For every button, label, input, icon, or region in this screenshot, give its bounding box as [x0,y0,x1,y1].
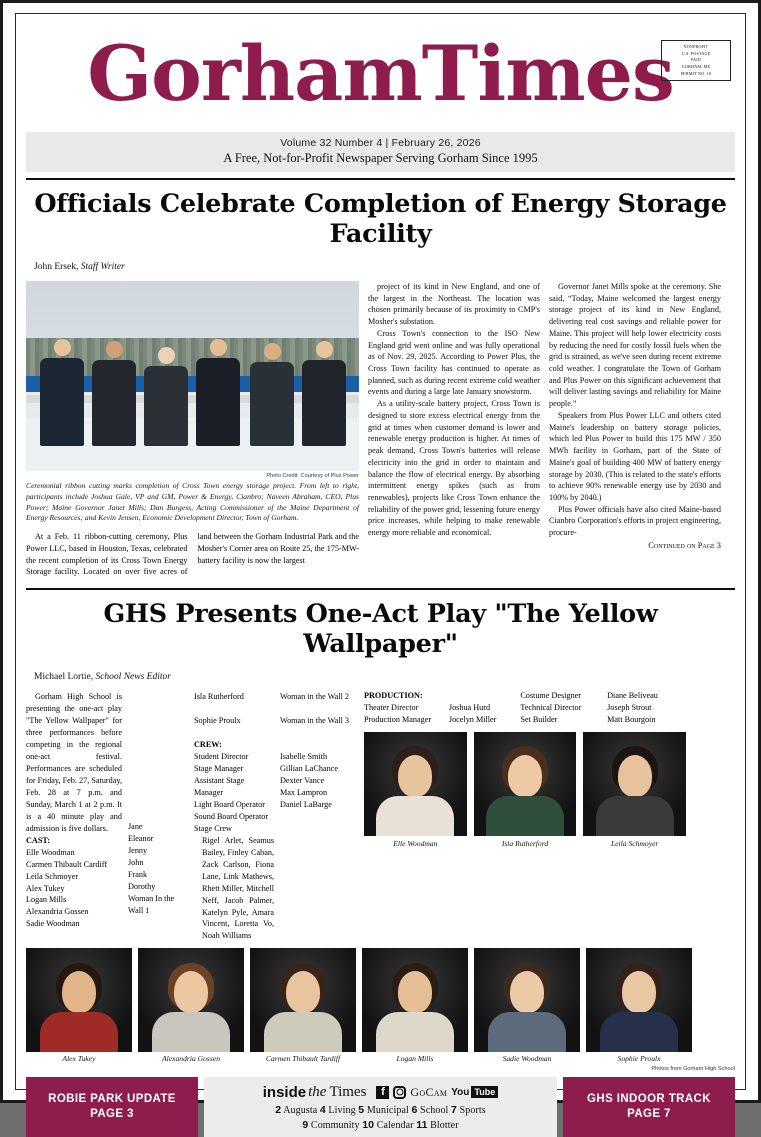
cast-column-roles [128,691,188,942]
index-num: 4 [319,1103,326,1116]
crew-job-4: Sound Board Operator [194,811,269,821]
cast-role-8: Woman in the Wall 3 [280,715,350,725]
portrait-photo [583,732,686,836]
masthead-title-gorham: Gorham [87,29,422,118]
permit-line-2: U.S. POSTAGE [681,50,711,56]
crew-person-4: Daniel LaBarge [280,799,332,809]
portraits-photo-credit: Photos from Gorham High School [651,1066,735,1073]
production-person-3: Joseph Strout [607,702,652,712]
index-the-word: the [308,1083,327,1100]
cast-column-names-2 [194,691,274,942]
article1-c2-p2: Cross Town's connection to the ISO New England grid went online and was fully operational as of Nov. 29, 2025. According to Power Plus, the Cross Town facility has continued to operate as planned, such as during recent extreme cold weather events and during a large late January snowstorm. [368,328,540,397]
portrait-caption: Carmen Thibault Tardiff [265,1054,341,1064]
production-job-2: Costume Designer [520,691,582,700]
permit-line-4: GORHAM, ME [681,63,711,69]
promo-robie-park[interactable] [26,1077,198,1137]
promo-ghs-indoor-track[interactable] [563,1077,735,1137]
index-row-1 [275,1104,486,1116]
portrait-row-2 [26,948,735,1063]
portrait-photo [474,948,580,1052]
promo-left-line1: ROBIE PARK UPDATE [48,1092,176,1105]
article1-column-3 [549,281,721,578]
production-job-3: Technical Director [520,702,582,712]
index-times-word: Times [329,1083,367,1100]
portrait-caption: Sophie Proulx [617,1054,661,1064]
article1-byline [34,262,735,272]
portrait-caption: Leila Schmoyer [610,838,659,848]
article2-production [364,690,686,942]
article1-lede [26,531,359,578]
permit-line-5: PERMIT NO. 10 [680,70,712,76]
instagram-icon[interactable] [393,1086,406,1099]
cast-role-3: John [128,857,144,867]
gocam-logo[interactable]: GoCam [410,1084,448,1099]
article1-c2-p3: As a utility-scale battery project, Cross Town is designed to store excess electrical energy from the grid at times when customer demand is lower and renewable energy production is higher. At times of peak demand, Cross Town's batteries will release electricity into the grid in order to maintain and balance the flow of electrical energy. By absorbing intermittent energy spikes (such as from renewables), projects like Cross Town enhance the reliability of the power grid, lessening future energy price increases, while helping to make renewable energy more reliable and economical. [368,399,540,538]
stage-crew-members: Rigel Arlet, Seamus Bailey, Finley Caban, Zack Carlson, Fiona Lane, Link Mathews, Rhett Miller, Mitchell Neff, Jacob Palmer, Katelyn Pyle, Amara Vincent, Loretta Vo, Noah Williams [202,835,274,941]
article1-headline: Officials Celebrate Completion of Energy Storage Facility [34,189,727,249]
production-job-1: Production Manager [364,714,432,724]
article1-c3-p3: Plus Power officials have also cited Maine-based Cianbro Corporation's efforts in project engineering, procure- [549,504,721,538]
cast-actor-3: Alex Tukey [26,883,65,893]
index-label[interactable]: Augusta [283,1104,318,1116]
index-num: 5 [358,1103,365,1116]
facebook-icon[interactable]: f [376,1086,389,1099]
crew-job-1: Stage Manager [194,763,244,773]
promo-left-line2: PAGE 3 [90,1108,134,1121]
cast-actor-6: Sadie Woodman [26,919,80,929]
crew-person-1: Gillian LaChance [280,763,338,773]
portrait-cell [474,948,580,1063]
index-header [263,1084,499,1101]
crew-label: CREW: [194,739,222,749]
production-person-1: Jocelyn Miller [448,714,497,724]
portrait-caption: Isla Rutherford [501,838,549,848]
production-person-0: Joshua Hurd [448,703,491,712]
portrait-row-1 [364,732,686,849]
masthead-rule [26,178,735,180]
portrait-photo [26,948,132,1052]
index-inside-word: inside [262,1083,307,1101]
social-icons [376,1085,498,1100]
article1-byline-role: Staff Writer [80,262,125,272]
article2-intro: Gorham High School is presenting the one-act play "The Yellow Wallpaper" for three performances before competing in the regional one-act festival. Performances are scheduled for Friday, Feb. 27, Saturday, Feb. 28 at 7 p.m. and Sunday, March 1 at 2 p.m. It is a 40 minute play and admission is five dollars. [26,692,122,833]
index-label[interactable]: Calendar [376,1119,414,1131]
production-label: PRODUCTION: [364,691,423,700]
youtube-icon[interactable] [451,1086,498,1098]
index-row-2 [302,1119,458,1131]
index-label[interactable]: Living [328,1104,356,1116]
crew-person-0: Isabelle Smith [280,751,328,761]
article1-body [26,281,735,578]
production-job-0: Theater Director [364,702,419,712]
portrait-photo [364,732,467,836]
inside-the-times-index [204,1077,557,1137]
index-num: 2 [275,1103,282,1116]
article1-c3-p1: Governor Janet Mills spoke at the ceremony. She said, “Today, Maine welcomed the largest energy storage project of its kind in New England, delivering real cost savings and reliable power for Maine. This project will help lower electricity costs by reducing the need for costly fossil fuels when the grid is strained, as we've seen during recent extreme cold weather. I congratulate the Town of Gorham and Plus Power on this significant achievement that will deliver lasting savings and reliability for Maine people.” [549,282,721,409]
page-frame [15,13,746,1131]
portrait-caption: Logan Mills [396,1054,434,1064]
cast-role-0: Jane [128,822,143,831]
masthead-title-times: Times [421,29,674,118]
cast-column-names [26,691,122,942]
volume-line: Volume 32 Number 4 | February 26, 2026 [280,137,481,149]
cast-actor-8: Sophie Proulx [194,715,241,725]
portrait-cell [26,948,132,1063]
index-num: 11 [416,1118,428,1131]
youtube-text: You [451,1086,470,1098]
portrait-cell [138,948,244,1063]
article2-byline-name: Michael Lortie, [34,672,94,682]
portrait-cell [364,732,467,849]
footer-bar [26,1077,735,1137]
article1-c2-p1: project of its kind in New England, and one of the largest in the Northeast. The location was chosen primarily because of its proximity to CMP's Mosher's substation. [368,282,540,327]
portrait-caption: Alex Tukey [62,1054,96,1064]
index-label[interactable]: Municipal [366,1104,409,1116]
cast-role-4: Frank [128,869,148,879]
masthead [26,22,735,130]
masthead-title [26,22,735,118]
article1-photo-column [26,281,359,578]
article1-c3-p2: Speakers from Plus Power LLC and others cited Maine's leadership on battery storage policies, which led Plus Power to build this 175 MW / 350 MWh facility in Gorham, part of the State of Maine's goal of building 400 MW of battery energy storage by 2030. (This is related to the state's efforts to achieve 90% renewable energy use by 2030 and 100% by 2040.) [549,410,721,502]
article1-photo-credit: Photo Credit: Courtesy of Plus Power [266,473,359,479]
portrait-cell [583,732,686,849]
portrait-caption: Alexandria Gossen [162,1054,220,1064]
production-job-4: Set Builder [520,714,558,724]
cast-actor-7: Isla Rutherford [194,692,244,701]
cast-role-5: Dorothy [128,881,156,891]
tagline: A Free, Not-for-Profit Newspaper Serving Gorham Since 1995 [223,151,538,165]
portrait-photo [474,732,577,836]
postage-permit-box [661,40,731,81]
cast-label: CAST: [26,835,50,845]
article-separator-rule [26,588,735,590]
article2-byline [34,672,735,682]
cast-actor-4: Logan Mills [26,895,67,905]
portrait-cell [474,732,577,849]
portrait-cell [586,948,692,1063]
portrait-photo [138,948,244,1052]
production-person-2: Diane Beliveau [607,691,658,700]
article2-cast-crew [26,690,356,942]
article2-columns [26,690,735,942]
portrait-photo [362,948,468,1052]
article1-column-2 [368,281,540,578]
index-label[interactable]: School [420,1104,449,1116]
cast-actor-2: Leila Schmoyer [26,871,79,881]
cast-role-2: Jenny [128,845,148,855]
cast-role-1: Eleanor [128,833,154,843]
article1-lede-paragraph: At a Feb. 11 ribbon-cutting ceremony, Plus Power LLC, based in Houston, Texas, celebrated the recent completion of its Cross Town Energy Storage facility. Located on over five acres of land between the Gorham Industrial Park and the Mosher's Corner area on Route 25, the 175-MW-battery facility is now the largest [26,532,359,577]
portrait-photo [586,948,692,1052]
stage-crew-label: Stage Crew [194,823,232,833]
ribbon-cutting-photo [26,281,359,471]
portrait-cell [250,948,356,1063]
article1-photo-caption: Ceremonial ribbon cutting marks completion of Cross Town energy storage project. From left to right, participants include Joshua Gale, VP and GM, Power & Energy, Cianbro; Naveen Abraham, CEO, Plus Power; Maine Governor Janet Mills; Dan Burgess, Acting Commissioner of the Maine Department of Energy Resources; and Kevin Jensen, Economic Development Director, Town of Gorham. [26,481,359,523]
article1-byline-name: John Ersek, [34,262,79,272]
crew-job-2: Assistant Stage Manager [194,775,245,797]
portrait-cell [362,948,468,1063]
production-person-4: Matt Bourgoin [607,714,656,724]
article2 [26,599,735,1072]
cast-actor-1: Carmen Thibault Cardiff [26,859,108,869]
crew-person-2: Dexter Vance [280,775,325,785]
permit-line-3: PAID [691,57,701,63]
youtube-box: Tube [471,1086,498,1098]
cast-role-6: Woman In the Wall 1 [128,893,175,915]
volume-bar [26,132,735,172]
portrait-photo [250,948,356,1052]
portrait-caption: Sadie Woodman [502,1054,552,1064]
index-label[interactable]: Sports [459,1104,486,1116]
index-label[interactable]: Blotter [430,1119,459,1131]
index-num: 10 [362,1118,375,1131]
cast-actor-0: Elle Woodman [26,847,75,857]
crew-person-3: Max Lampron [280,787,328,797]
cast-actor-5: Alexandria Gossen [26,907,89,917]
index-num: 6 [411,1103,418,1116]
promo-right-line2: PAGE 7 [627,1108,671,1121]
crew-job-0: Student Director [194,751,249,761]
index-label[interactable]: Community [310,1119,360,1131]
cast-role-7: Woman in the Wall 2 [280,692,350,701]
index-num: 9 [302,1118,309,1131]
crew-job-3: Light Board Operator [194,799,265,809]
production-grid [364,690,686,726]
portrait-caption: Elle Woodman [393,838,438,848]
cast-column-roles-2 [280,691,354,942]
promo-right-line1: GHS INDOOR TRACK [587,1092,711,1105]
index-num: 7 [451,1103,457,1116]
article2-headline: GHS Presents One-Act Play "The Yellow Wallpaper" [103,599,658,659]
permit-line-1: NONPROFIT [683,44,709,49]
continued-on-page[interactable]: Continued on Page 3 [648,540,721,550]
article2-byline-role: School News Editor [95,672,171,682]
